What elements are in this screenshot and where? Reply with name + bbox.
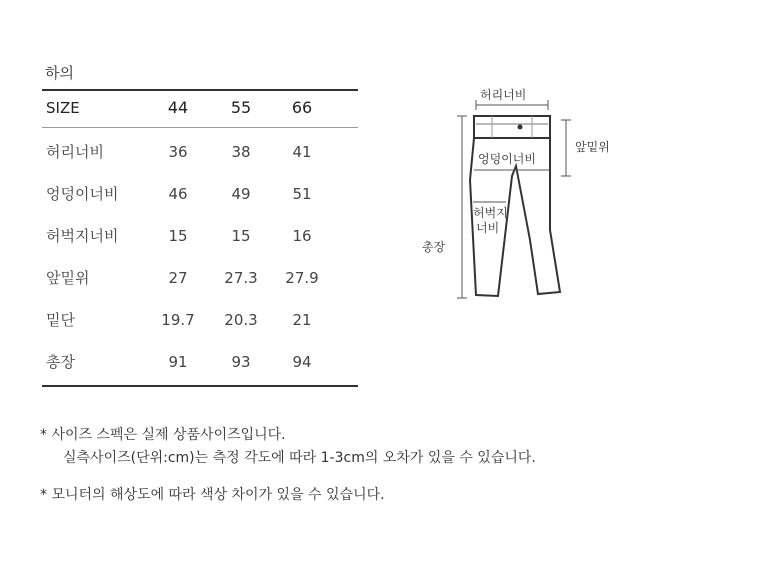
table-header-row [42,89,358,127]
header-size: SIZE [46,99,80,117]
table-row [42,299,358,341]
header-55: 55 [230,98,252,117]
cell-55: 20.3 [224,311,258,329]
row-label: 허벅지너비 [46,227,119,245]
cell-66: 51 [292,185,312,203]
cell-66: 41 [292,143,312,161]
cell-66: 16 [292,227,312,245]
cell-55: 27.3 [224,269,258,287]
header-66: 66 [291,98,313,117]
rise-label: 앞밑위 [575,140,610,154]
cell-44: 46 [168,185,188,203]
pants-outline-icon [410,80,640,310]
cell-55: 93 [231,353,251,371]
cell-66: 94 [292,353,312,371]
table-bottom-rule [42,385,358,387]
cell-44: 36 [168,143,188,161]
waist-label: 허리너비 [480,88,527,102]
section-title: 하의 [45,64,74,82]
hip-label: 엉덩이너비 [478,152,536,166]
cell-44: 91 [168,353,188,371]
row-label: 총장 [46,353,75,371]
table-row [42,257,358,299]
cell-44: 15 [168,227,188,245]
cell-55: 49 [231,185,251,203]
note-monitor: * 모니터의 해상도에 따라 색상 차이가 있을 수 있습니다. [40,487,385,503]
thigh-label-line2: 너비 [476,221,500,235]
cell-66: 21 [292,311,312,329]
note-measurement: 실측사이즈(단위:cm)는 측정 각도에 따라 1-3cm의 오차가 있을 수 있습니다. [63,450,536,466]
header-44: 44 [167,98,189,117]
cell-66: 27.9 [285,269,319,287]
row-label: 밑단 [46,311,75,329]
table-header-rule [42,127,358,128]
cell-55: 15 [231,227,251,245]
table-row [42,131,358,173]
row-label: 엉덩이너비 [46,185,119,203]
cell-55: 38 [231,143,251,161]
thigh-label-line1: 허벅지 [473,206,508,220]
row-label: 허리너비 [46,143,104,161]
note-spec: * 사이즈 스펙은 실제 상품사이즈입니다. [40,427,286,443]
row-label: 앞밑위 [46,269,90,287]
length-label: 총장 [422,240,446,254]
pants-measurement-diagram [410,80,640,310]
table-row [42,215,358,257]
cell-44: 27 [168,269,188,287]
table-row [42,341,358,383]
table-row [42,173,358,215]
cell-44: 19.7 [161,311,195,329]
